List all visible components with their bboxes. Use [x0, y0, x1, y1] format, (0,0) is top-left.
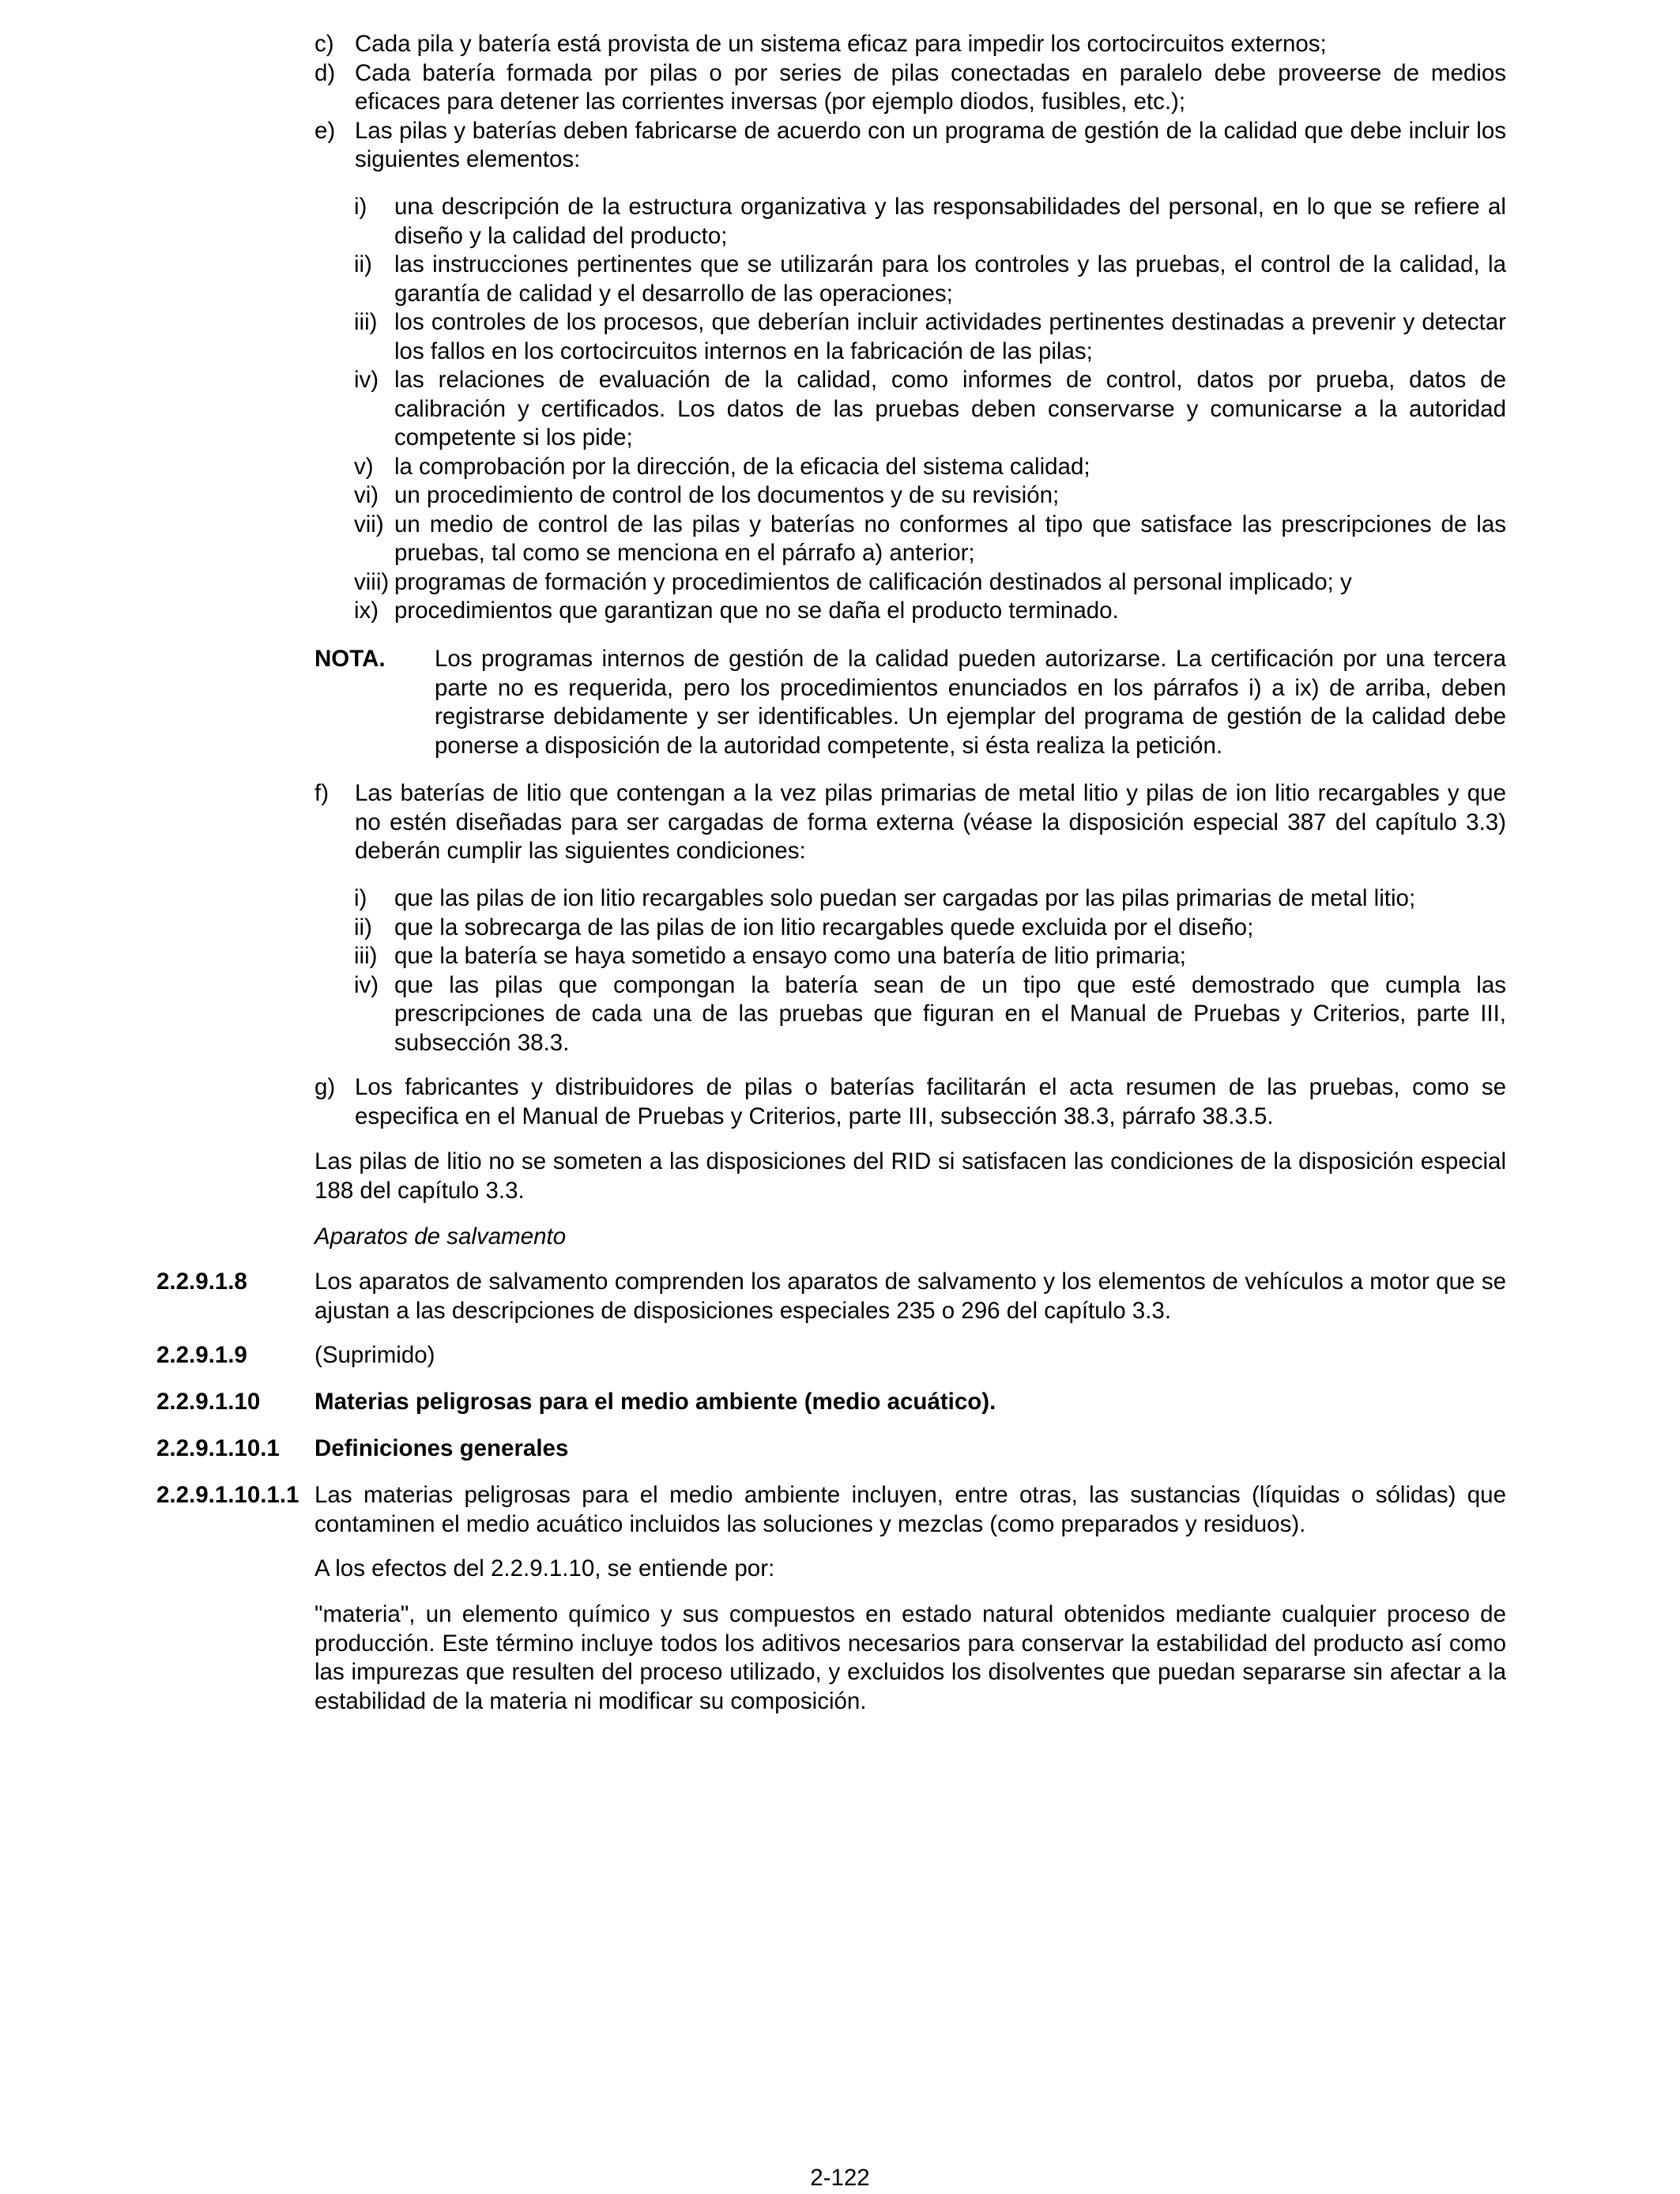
list-item-text: Cada pila y batería está provista de un sistema eficaz para impedir los cortocircuitos externos;: [355, 31, 1327, 57]
page-number: 2-122: [810, 2165, 870, 2191]
sublist-item: [315, 942, 1506, 971]
paragraph-text: "materia", un elemento químico y sus compuestos en estado natural obtenidos mediante cualquier proceso de producción. Este término incluye todos los aditivos necesarios para conservar la estabilidad del producto así como las impurezas que resulten del proceso utilizado, y excluidos los disolventes que puedan separarse sin afectar a la estabilidad de la materia ni modificar su composición.: [315, 1601, 1506, 1714]
list-item-text: Las baterías de litio que contengan a la vez pilas primarias de metal litio y pilas de ion litio recargables y que no estén diseñadas para ser cargadas de forma externa (véase la disposición especial 387 del capítulo 3.3) deberán cumplir las siguientes condiciones:: [355, 780, 1506, 864]
section-text: (Suprimido): [315, 1342, 435, 1368]
note-text: Los programas internos de gestión de la calidad pueden autorizarse. La certificación por una tercera parte no es requerida, pero los procedimientos enunciados en los párrafos i) a ix) de arriba, deben registrarse debidamente y ser identificables. Un ejemplar del programa de gestión de la calidad debe ponerse a disposición de la autoridad competente, si ésta realiza la petición.: [435, 646, 1506, 759]
section-2-2-9-1-9: [156, 1341, 1506, 1370]
list-item-label: c): [315, 31, 334, 57]
note-label: NOTA.: [315, 646, 386, 672]
sublist-item-text: procedimientos que garantizan que no se daña el producto terminado.: [394, 598, 1119, 624]
sublist-item-text: las instrucciones pertinentes que se utilizarán para los controles y las pruebas, el control de la calidad, la garantía de calidad y el desarrollo de las operaciones;: [394, 251, 1506, 307]
sublist-item-text: un procedimiento de control de los documentos y de su revisión;: [394, 482, 1060, 508]
section-number: 2.2.9.1.8: [156, 1269, 247, 1295]
section-number: 2.2.9.1.9: [156, 1342, 247, 1368]
section-number: 2.2.9.1.10.1.1: [156, 1482, 299, 1508]
sublist-item-text: la comprobación por la dirección, de la eficacia del sistema calidad;: [394, 453, 1090, 480]
sublist-item: [315, 481, 1506, 511]
sublist-item: [315, 366, 1506, 453]
paragraph-text: A los efectos del 2.2.9.1.10, se entiende por:: [315, 1555, 775, 1581]
section-title: Materias peligrosas para el medio ambiente (medio acuático).: [315, 1389, 996, 1415]
paragraph-litio: [315, 1148, 1506, 1205]
sublist-item-text: los controles de los procesos, que deberían incluir actividades pertinentes destinadas a prevenir y detectar los fallos en los cortocircuitos internos en la fabricación de las pilas;: [394, 309, 1506, 364]
list-block-g: [315, 1073, 1506, 1131]
sublist-item-label: vi): [354, 482, 379, 508]
sublist-item: [315, 511, 1506, 568]
list-item-d: [315, 59, 1506, 117]
sublist-item: [315, 453, 1506, 482]
sublist-item: [315, 597, 1506, 626]
sublist-item-text: una descripción de la estructura organizativa y las responsabilidades del personal, en lo que se refiere al diseño y la calidad del producto;: [394, 194, 1506, 249]
list-item-f: [315, 779, 1506, 866]
sublist-item-text: que la batería se haya sometido a ensayo como una batería de litio primaria;: [394, 943, 1186, 969]
sublist-item-text: que la sobrecarga de las pilas de ion litio recargables quede excluida por el diseño;: [394, 914, 1254, 941]
sublist-item-label: vii): [354, 511, 384, 537]
list-item-text: Las pilas y baterías deben fabricarse de acuerdo con un programa de gestión de la calidad que debe incluir los siguientes elementos:: [355, 117, 1506, 172]
list-item-label: g): [315, 1074, 336, 1100]
section-2-2-9-1-10: [156, 1388, 1506, 1417]
note: [315, 645, 1506, 760]
sublist-item-label: ii): [354, 251, 372, 277]
sublist-item: [315, 971, 1506, 1058]
section-2-2-9-1-10-1: [156, 1434, 1506, 1464]
sublist-item-text: un medio de control de las pilas y baterías no conformes al tipo que satisface las prescripciones de las pruebas, tal como se menciona en el párrafo a) anterior;: [394, 511, 1506, 566]
paragraph-materia: [315, 1600, 1506, 1716]
subheading-aparatos: [315, 1223, 1506, 1252]
list-block-f: [315, 779, 1506, 866]
sublist-item: [315, 308, 1506, 366]
sublist-item: [315, 251, 1506, 308]
list-item-label: e): [315, 117, 336, 144]
section-2-2-9-1-10-1-1: [156, 1481, 1506, 1539]
sublist-e: [315, 193, 1506, 626]
list-item-text: Cada batería formada por pilas o por series de pilas conectadas en paralelo debe proveerse de medios eficaces para detener las corrientes inversas (por ejemplo diodos, fusibles, etc.);: [355, 59, 1506, 115]
paragraph-efectos: [315, 1555, 1506, 1584]
sublist-item-text: que las pilas de ion litio recargables solo puedan ser cargadas por las pilas primarias de metal litio;: [394, 885, 1416, 911]
sublist-item-label: ix): [354, 598, 379, 624]
sublist-item: [315, 884, 1506, 914]
paragraph-text: Las pilas de litio no se someten a las disposiciones del RID si satisfacen las condiciones de la disposición especial 188 del capítulo 3.3.: [315, 1148, 1506, 1204]
section-title: Definiciones generales: [315, 1435, 569, 1461]
sublist-item-label: i): [354, 885, 367, 911]
sublist-item: [315, 193, 1506, 251]
sublist-item-label: ii): [354, 914, 372, 941]
sublist-item: [315, 914, 1506, 943]
sublist-item-label: v): [354, 453, 374, 480]
section-number: 2.2.9.1.10.1: [156, 1435, 280, 1461]
section-number: 2.2.9.1.10: [156, 1389, 261, 1415]
sublist-item: [315, 568, 1506, 598]
list-block-cde: [315, 30, 1506, 175]
sublist-item-label: iv): [354, 971, 379, 998]
subheading-text: Aparatos de salvamento: [315, 1223, 567, 1250]
list-item-text: Los fabricantes y distribuidores de pilas o baterías facilitarán el acta resumen de las pruebas, como se especifica en el Manual de Pruebas y Criterios, parte III, subsección 38.3, párrafo 38.3.5.: [355, 1074, 1506, 1129]
list-item-g: [315, 1073, 1506, 1131]
sublist-item-label: iii): [354, 943, 378, 969]
sublist-f: [315, 884, 1506, 1057]
sublist-item-label: iv): [354, 367, 379, 393]
list-item-c: [315, 30, 1506, 59]
sublist-item-text: programas de formación y procedimientos de calificación destinados al personal implicado; y: [394, 568, 1352, 595]
sublist-item-text: las relaciones de evaluación de la calidad, como informes de control, datos por prueba, datos de calibración y certificados. Los datos de las pruebas deben conservarse y comunicarse a la autoridad competente si los pide;: [394, 367, 1506, 450]
list-item-label: d): [315, 59, 336, 86]
sublist-item-text: que las pilas que compongan la batería sean de un tipo que esté demostrado que cumpla las prescripciones de cada una de las pruebas que figuran en el Manual de Pruebas y Criterios, parte III, subsección 38.3.: [394, 971, 1506, 1056]
sublist-item-label: i): [354, 194, 367, 220]
list-item-label: f): [315, 780, 330, 806]
note-block: [315, 645, 1506, 760]
section-2-2-9-1-8: [156, 1268, 1506, 1325]
list-item-e: [315, 117, 1506, 175]
section-text: Los aparatos de salvamento comprenden los aparatos de salvamento y los elementos de vehículos a motor que se ajustan a las descripciones de disposiciones especiales 235 o 296 del capítulo 3.3.: [315, 1269, 1506, 1324]
sublist-item-label: iii): [354, 309, 378, 335]
section-text: Las materias peligrosas para el medio ambiente incluyen, entre otras, las sustancias (líquidas o sólidas) que contaminen el medio acuático incluidos las soluciones y mezclas (como preparados y residuos).: [315, 1482, 1506, 1537]
sublist-item-label: viii): [354, 568, 390, 595]
